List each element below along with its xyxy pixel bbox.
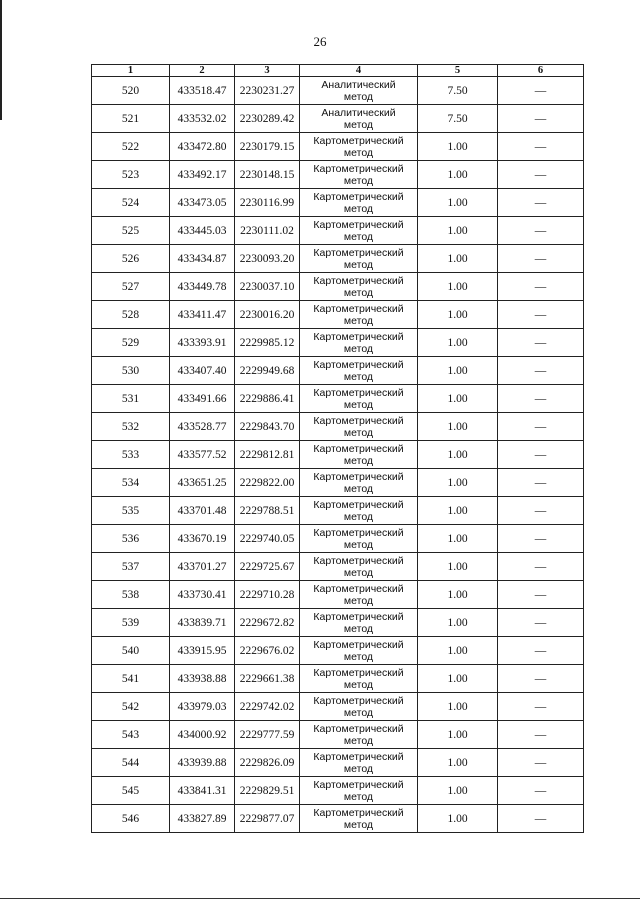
- dash-mark: —: [534, 140, 547, 153]
- y-coordinate-cell: 2229886.41: [235, 385, 300, 413]
- description-cell: [498, 77, 584, 105]
- description-cell: [498, 749, 584, 777]
- x-coordinate-cell: 433407.40: [170, 357, 235, 385]
- dash-mark: —: [534, 336, 547, 349]
- point-number-cell: 534: [92, 469, 170, 497]
- y-coordinate-cell: 2230179.15: [235, 133, 300, 161]
- method-text: метод: [343, 314, 374, 327]
- method-cell: [300, 665, 418, 693]
- table-row: [92, 553, 584, 581]
- y-coordinate-cell: 2229826.09: [235, 749, 300, 777]
- method-text: метод: [343, 370, 374, 383]
- dash-mark: —: [534, 812, 547, 825]
- method-cell: [300, 357, 418, 385]
- x-coordinate-cell: 433492.17: [170, 161, 235, 189]
- accuracy-cell: 1.00: [418, 693, 498, 721]
- method-text: Картометрический: [313, 526, 404, 539]
- dash-mark: —: [534, 504, 547, 517]
- method-text: Картометрический: [313, 610, 404, 623]
- x-coordinate-cell: 433491.66: [170, 385, 235, 413]
- x-coordinate-cell: 433839.71: [170, 609, 235, 637]
- column-header-5: 5: [418, 65, 498, 77]
- table-row: [92, 273, 584, 301]
- method-text: Картометрический: [313, 218, 404, 231]
- description-cell: [498, 637, 584, 665]
- method-text: метод: [343, 622, 374, 635]
- y-coordinate-cell: 2229777.59: [235, 721, 300, 749]
- column-header-2: 2: [170, 65, 235, 77]
- y-coordinate-cell: 2229672.82: [235, 609, 300, 637]
- description-cell: [498, 329, 584, 357]
- method-text: метод: [343, 342, 374, 355]
- table-row: [92, 161, 584, 189]
- x-coordinate-cell: 434000.92: [170, 721, 235, 749]
- method-cell: [300, 609, 418, 637]
- x-coordinate-cell: 433518.47: [170, 77, 235, 105]
- method-text: метод: [343, 650, 374, 663]
- method-text: Картометрический: [313, 134, 404, 147]
- column-header-4: 4: [300, 65, 418, 77]
- dash-mark: —: [534, 84, 547, 97]
- accuracy-cell: 1.00: [418, 301, 498, 329]
- y-coordinate-cell: 2230111.02: [235, 217, 300, 245]
- point-number-cell: 540: [92, 637, 170, 665]
- point-number-cell: 544: [92, 749, 170, 777]
- method-text: метод: [343, 538, 374, 551]
- method-text: Картометрический: [313, 414, 404, 427]
- accuracy-cell: 1.00: [418, 553, 498, 581]
- method-cell: [300, 301, 418, 329]
- description-cell: [498, 273, 584, 301]
- coordinates-table: [91, 64, 584, 833]
- accuracy-cell: 1.00: [418, 581, 498, 609]
- method-text: Картометрический: [313, 330, 404, 343]
- x-coordinate-cell: 433472.80: [170, 133, 235, 161]
- accuracy-cell: 1.00: [418, 189, 498, 217]
- table-row: [92, 721, 584, 749]
- y-coordinate-cell: 2229985.12: [235, 329, 300, 357]
- method-text: метод: [343, 230, 374, 243]
- table-row: [92, 497, 584, 525]
- x-coordinate-cell: 433411.47: [170, 301, 235, 329]
- method-text: метод: [343, 482, 374, 495]
- x-coordinate-cell: 433445.03: [170, 217, 235, 245]
- dash-mark: —: [534, 448, 547, 461]
- y-coordinate-cell: 2229843.70: [235, 413, 300, 441]
- dash-mark: —: [534, 476, 547, 489]
- x-coordinate-cell: 433701.27: [170, 553, 235, 581]
- x-coordinate-cell: 433473.05: [170, 189, 235, 217]
- point-number-cell: 542: [92, 693, 170, 721]
- method-text: Картометрический: [313, 470, 404, 483]
- x-coordinate-cell: 433434.87: [170, 245, 235, 273]
- description-cell: [498, 357, 584, 385]
- dash-mark: —: [534, 672, 547, 685]
- accuracy-cell: 1.00: [418, 777, 498, 805]
- dash-mark: —: [534, 364, 547, 377]
- table-row: [92, 357, 584, 385]
- dash-mark: —: [534, 224, 547, 237]
- accuracy-cell: 1.00: [418, 385, 498, 413]
- method-text: Картометрический: [313, 554, 404, 567]
- description-cell: [498, 217, 584, 245]
- method-text: Аналитический: [321, 78, 396, 91]
- method-text: метод: [343, 566, 374, 579]
- method-cell: [300, 245, 418, 273]
- accuracy-cell: 1.00: [418, 805, 498, 833]
- point-number-cell: 531: [92, 385, 170, 413]
- table-header-row: [92, 65, 584, 77]
- method-text: Картометрический: [313, 302, 404, 315]
- description-cell: [498, 525, 584, 553]
- method-text: метод: [343, 818, 374, 831]
- method-text: Картометрический: [313, 358, 404, 371]
- description-cell: [498, 441, 584, 469]
- method-text: метод: [343, 146, 374, 159]
- dash-mark: —: [534, 756, 547, 769]
- accuracy-cell: 1.00: [418, 273, 498, 301]
- accuracy-cell: 1.00: [418, 721, 498, 749]
- point-number-cell: 523: [92, 161, 170, 189]
- point-number-cell: 545: [92, 777, 170, 805]
- point-number-cell: 530: [92, 357, 170, 385]
- table-row: [92, 637, 584, 665]
- method-cell: [300, 441, 418, 469]
- point-number-cell: 528: [92, 301, 170, 329]
- y-coordinate-cell: 2229742.02: [235, 693, 300, 721]
- method-text: Аналитический: [321, 106, 396, 119]
- accuracy-cell: 1.00: [418, 329, 498, 357]
- method-text: метод: [343, 678, 374, 691]
- y-coordinate-cell: 2229949.68: [235, 357, 300, 385]
- method-text: Картометрический: [313, 162, 404, 175]
- point-number-cell: 546: [92, 805, 170, 833]
- y-coordinate-cell: 2229661.38: [235, 665, 300, 693]
- y-coordinate-cell: 2230037.10: [235, 273, 300, 301]
- table-row: [92, 189, 584, 217]
- method-text: Картометрический: [313, 694, 404, 707]
- method-text: метод: [343, 258, 374, 271]
- point-number-cell: 537: [92, 553, 170, 581]
- table-row: [92, 525, 584, 553]
- description-cell: [498, 609, 584, 637]
- description-cell: [498, 413, 584, 441]
- y-coordinate-cell: 2229676.02: [235, 637, 300, 665]
- page-bottom-border: [0, 898, 640, 899]
- column-header-1: 1: [92, 65, 170, 77]
- y-coordinate-cell: 2229822.00: [235, 469, 300, 497]
- dash-mark: —: [534, 784, 547, 797]
- description-cell: [498, 777, 584, 805]
- y-coordinate-cell: 2230231.27: [235, 77, 300, 105]
- dash-mark: —: [534, 728, 547, 741]
- x-coordinate-cell: 433449.78: [170, 273, 235, 301]
- accuracy-cell: 7.50: [418, 77, 498, 105]
- description-cell: [498, 693, 584, 721]
- method-cell: [300, 217, 418, 245]
- dash-mark: —: [534, 280, 547, 293]
- description-cell: [498, 469, 584, 497]
- y-coordinate-cell: 2230148.15: [235, 161, 300, 189]
- method-text: Картометрический: [313, 582, 404, 595]
- y-coordinate-cell: 2230116.99: [235, 189, 300, 217]
- table-row: [92, 217, 584, 245]
- accuracy-cell: 1.00: [418, 749, 498, 777]
- table-row: [92, 301, 584, 329]
- method-cell: [300, 581, 418, 609]
- method-cell: [300, 273, 418, 301]
- point-number-cell: 539: [92, 609, 170, 637]
- y-coordinate-cell: 2230093.20: [235, 245, 300, 273]
- method-text: метод: [343, 118, 374, 131]
- description-cell: [498, 581, 584, 609]
- table-row: [92, 385, 584, 413]
- method-cell: [300, 133, 418, 161]
- method-text: Картометрический: [313, 666, 404, 679]
- method-text: метод: [343, 286, 374, 299]
- accuracy-cell: 1.00: [418, 665, 498, 693]
- table-row: [92, 441, 584, 469]
- table-row: [92, 105, 584, 133]
- method-text: метод: [343, 426, 374, 439]
- description-cell: [498, 161, 584, 189]
- scan-edge-line: [0, 0, 2, 120]
- accuracy-cell: 1.00: [418, 161, 498, 189]
- method-cell: [300, 189, 418, 217]
- method-cell: [300, 385, 418, 413]
- method-text: метод: [343, 706, 374, 719]
- description-cell: [498, 105, 584, 133]
- method-text: Картометрический: [313, 806, 404, 819]
- accuracy-cell: 1.00: [418, 413, 498, 441]
- method-text: метод: [343, 174, 374, 187]
- description-cell: [498, 301, 584, 329]
- method-cell: [300, 77, 418, 105]
- x-coordinate-cell: 433730.41: [170, 581, 235, 609]
- x-coordinate-cell: 433938.88: [170, 665, 235, 693]
- dash-mark: —: [534, 308, 547, 321]
- y-coordinate-cell: 2229725.67: [235, 553, 300, 581]
- dash-mark: —: [534, 196, 547, 209]
- method-text: Картометрический: [313, 750, 404, 763]
- x-coordinate-cell: 433528.77: [170, 413, 235, 441]
- dash-mark: —: [534, 420, 547, 433]
- description-cell: [498, 721, 584, 749]
- method-cell: [300, 777, 418, 805]
- accuracy-cell: 1.00: [418, 133, 498, 161]
- method-text: Картометрический: [313, 442, 404, 455]
- table-row: [92, 665, 584, 693]
- method-text: метод: [343, 790, 374, 803]
- x-coordinate-cell: 433701.48: [170, 497, 235, 525]
- x-coordinate-cell: 433827.89: [170, 805, 235, 833]
- method-text: метод: [343, 90, 374, 103]
- table-row: [92, 329, 584, 357]
- accuracy-cell: 1.00: [418, 245, 498, 273]
- table-row: [92, 469, 584, 497]
- point-number-cell: 538: [92, 581, 170, 609]
- method-text: Картометрический: [313, 386, 404, 399]
- dash-mark: —: [534, 392, 547, 405]
- method-text: Картометрический: [313, 246, 404, 259]
- dash-mark: —: [534, 700, 547, 713]
- method-text: метод: [343, 202, 374, 215]
- y-coordinate-cell: 2230016.20: [235, 301, 300, 329]
- point-number-cell: 536: [92, 525, 170, 553]
- method-cell: [300, 469, 418, 497]
- method-text: Картометрический: [313, 274, 404, 287]
- table-row: [92, 245, 584, 273]
- description-cell: [498, 665, 584, 693]
- point-number-cell: 520: [92, 77, 170, 105]
- method-text: Картометрический: [313, 498, 404, 511]
- table-body: [92, 77, 584, 833]
- table-row: [92, 693, 584, 721]
- method-cell: [300, 105, 418, 133]
- method-text: метод: [343, 734, 374, 747]
- dash-mark: —: [534, 532, 547, 545]
- dash-mark: —: [534, 252, 547, 265]
- description-cell: [498, 497, 584, 525]
- x-coordinate-cell: 433651.25: [170, 469, 235, 497]
- method-cell: [300, 553, 418, 581]
- table-row: [92, 581, 584, 609]
- accuracy-cell: 1.00: [418, 525, 498, 553]
- table-row: [92, 77, 584, 105]
- method-cell: [300, 329, 418, 357]
- dash-mark: —: [534, 560, 547, 573]
- y-coordinate-cell: 2229788.51: [235, 497, 300, 525]
- method-cell: [300, 413, 418, 441]
- accuracy-cell: 1.00: [418, 357, 498, 385]
- method-text: Картометрический: [313, 722, 404, 735]
- point-number-cell: 541: [92, 665, 170, 693]
- y-coordinate-cell: 2229740.05: [235, 525, 300, 553]
- table-row: [92, 777, 584, 805]
- x-coordinate-cell: 433577.52: [170, 441, 235, 469]
- accuracy-cell: 1.00: [418, 637, 498, 665]
- point-number-cell: 529: [92, 329, 170, 357]
- point-number-cell: 527: [92, 273, 170, 301]
- table-row: [92, 133, 584, 161]
- method-text: Картометрический: [313, 190, 404, 203]
- table-row: [92, 805, 584, 833]
- table-row: [92, 609, 584, 637]
- method-cell: [300, 161, 418, 189]
- x-coordinate-cell: 433915.95: [170, 637, 235, 665]
- accuracy-cell: 1.00: [418, 469, 498, 497]
- method-text: Картометрический: [313, 778, 404, 791]
- x-coordinate-cell: 433532.02: [170, 105, 235, 133]
- description-cell: [498, 133, 584, 161]
- method-text: метод: [343, 454, 374, 467]
- description-cell: [498, 385, 584, 413]
- point-number-cell: 543: [92, 721, 170, 749]
- accuracy-cell: 1.00: [418, 609, 498, 637]
- method-cell: [300, 497, 418, 525]
- dash-mark: —: [534, 616, 547, 629]
- method-cell: [300, 721, 418, 749]
- accuracy-cell: 1.00: [418, 217, 498, 245]
- point-number-cell: 532: [92, 413, 170, 441]
- dash-mark: —: [534, 588, 547, 601]
- method-cell: [300, 693, 418, 721]
- dash-mark: —: [534, 112, 547, 125]
- accuracy-cell: 1.00: [418, 497, 498, 525]
- x-coordinate-cell: 433393.91: [170, 329, 235, 357]
- dash-mark: —: [534, 168, 547, 181]
- dash-mark: —: [534, 644, 547, 657]
- y-coordinate-cell: 2229812.81: [235, 441, 300, 469]
- x-coordinate-cell: 433841.31: [170, 777, 235, 805]
- accuracy-cell: 1.00: [418, 441, 498, 469]
- point-number-cell: 524: [92, 189, 170, 217]
- point-number-cell: 533: [92, 441, 170, 469]
- method-cell: [300, 805, 418, 833]
- point-number-cell: 521: [92, 105, 170, 133]
- method-text: метод: [343, 594, 374, 607]
- table-row: [92, 749, 584, 777]
- y-coordinate-cell: 2229710.28: [235, 581, 300, 609]
- y-coordinate-cell: 2229877.07: [235, 805, 300, 833]
- x-coordinate-cell: 433939.88: [170, 749, 235, 777]
- method-cell: [300, 749, 418, 777]
- description-cell: [498, 805, 584, 833]
- column-header-6: 6: [498, 65, 584, 77]
- method-cell: [300, 637, 418, 665]
- x-coordinate-cell: 433979.03: [170, 693, 235, 721]
- accuracy-cell: 7.50: [418, 105, 498, 133]
- point-number-cell: 526: [92, 245, 170, 273]
- x-coordinate-cell: 433670.19: [170, 525, 235, 553]
- method-text: метод: [343, 510, 374, 523]
- method-text: Картометрический: [313, 638, 404, 651]
- method-text: метод: [343, 398, 374, 411]
- method-text: метод: [343, 762, 374, 775]
- description-cell: [498, 245, 584, 273]
- description-cell: [498, 189, 584, 217]
- table-row: [92, 413, 584, 441]
- y-coordinate-cell: 2230289.42: [235, 105, 300, 133]
- page-number: 26: [313, 34, 327, 49]
- y-coordinate-cell: 2229829.51: [235, 777, 300, 805]
- point-number-cell: 522: [92, 133, 170, 161]
- description-cell: [498, 553, 584, 581]
- column-header-3: 3: [235, 65, 300, 77]
- method-cell: [300, 525, 418, 553]
- point-number-cell: 525: [92, 217, 170, 245]
- point-number-cell: 535: [92, 497, 170, 525]
